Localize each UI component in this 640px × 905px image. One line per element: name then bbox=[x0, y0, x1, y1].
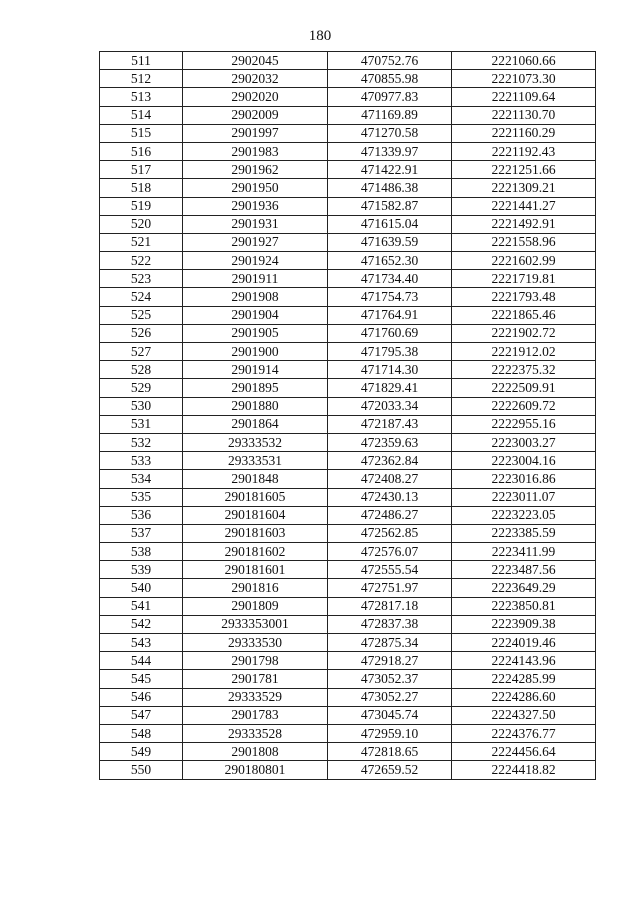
y-coordinate-cell: 2221602.99 bbox=[452, 252, 596, 270]
point-id-cell: 2901880 bbox=[183, 397, 328, 415]
x-coordinate-cell: 472837.38 bbox=[328, 615, 452, 633]
y-coordinate-cell: 2223385.59 bbox=[452, 524, 596, 542]
y-coordinate-cell: 2222509.91 bbox=[452, 379, 596, 397]
x-coordinate-cell: 471714.30 bbox=[328, 361, 452, 379]
x-coordinate-cell: 471339.97 bbox=[328, 142, 452, 160]
x-coordinate-cell: 471486.38 bbox=[328, 179, 452, 197]
x-coordinate-cell: 470855.98 bbox=[328, 70, 452, 88]
point-id-cell: 2901900 bbox=[183, 343, 328, 361]
row-number-cell: 511 bbox=[100, 52, 183, 70]
table-row bbox=[100, 306, 596, 324]
point-id-cell: 2901798 bbox=[183, 652, 328, 670]
y-coordinate-cell: 2221558.96 bbox=[452, 233, 596, 251]
table-row bbox=[100, 106, 596, 124]
row-number-cell: 518 bbox=[100, 179, 183, 197]
x-coordinate-cell: 472875.34 bbox=[328, 634, 452, 652]
point-id-cell: 29333532 bbox=[183, 433, 328, 451]
point-id-cell: 290181603 bbox=[183, 524, 328, 542]
table-row bbox=[100, 179, 596, 197]
x-coordinate-cell: 472918.27 bbox=[328, 652, 452, 670]
table-row bbox=[100, 761, 596, 779]
table-row bbox=[100, 52, 596, 70]
point-id-cell: 2901924 bbox=[183, 252, 328, 270]
point-id-cell: 2901931 bbox=[183, 215, 328, 233]
point-id-cell: 2901864 bbox=[183, 415, 328, 433]
table-row bbox=[100, 543, 596, 561]
table-row bbox=[100, 670, 596, 688]
point-id-cell: 2901914 bbox=[183, 361, 328, 379]
row-number-cell: 516 bbox=[100, 142, 183, 160]
row-number-cell: 525 bbox=[100, 306, 183, 324]
table-row bbox=[100, 379, 596, 397]
y-coordinate-cell: 2221192.43 bbox=[452, 142, 596, 160]
y-coordinate-cell: 2223003.27 bbox=[452, 433, 596, 451]
table-row bbox=[100, 597, 596, 615]
y-coordinate-cell: 2224418.82 bbox=[452, 761, 596, 779]
table-row bbox=[100, 470, 596, 488]
point-id-cell: 2901895 bbox=[183, 379, 328, 397]
row-number-cell: 512 bbox=[100, 70, 183, 88]
y-coordinate-cell: 2224285.99 bbox=[452, 670, 596, 688]
table-row bbox=[100, 524, 596, 542]
row-number-cell: 514 bbox=[100, 106, 183, 124]
point-id-cell: 2901781 bbox=[183, 670, 328, 688]
point-id-cell: 2901962 bbox=[183, 161, 328, 179]
table-row bbox=[100, 506, 596, 524]
row-number-cell: 533 bbox=[100, 452, 183, 470]
table-row bbox=[100, 288, 596, 306]
x-coordinate-cell: 470752.76 bbox=[328, 52, 452, 70]
y-coordinate-cell: 2224143.96 bbox=[452, 652, 596, 670]
row-number-cell: 526 bbox=[100, 324, 183, 342]
row-number-cell: 550 bbox=[100, 761, 183, 779]
table-row bbox=[100, 270, 596, 288]
table-row bbox=[100, 452, 596, 470]
table-row bbox=[100, 706, 596, 724]
point-id-cell: 2901936 bbox=[183, 197, 328, 215]
y-coordinate-cell: 2224286.60 bbox=[452, 688, 596, 706]
x-coordinate-cell: 472959.10 bbox=[328, 724, 452, 742]
table-row bbox=[100, 433, 596, 451]
y-coordinate-cell: 2221719.81 bbox=[452, 270, 596, 288]
x-coordinate-cell: 472359.63 bbox=[328, 433, 452, 451]
point-id-cell: 2901927 bbox=[183, 233, 328, 251]
point-id-cell: 2901983 bbox=[183, 142, 328, 160]
y-coordinate-cell: 2223909.38 bbox=[452, 615, 596, 633]
row-number-cell: 542 bbox=[100, 615, 183, 633]
row-number-cell: 531 bbox=[100, 415, 183, 433]
x-coordinate-cell: 472818.65 bbox=[328, 743, 452, 761]
x-coordinate-cell: 472362.84 bbox=[328, 452, 452, 470]
y-coordinate-cell: 2221160.29 bbox=[452, 124, 596, 142]
x-coordinate-cell: 472408.27 bbox=[328, 470, 452, 488]
table-row bbox=[100, 124, 596, 142]
x-coordinate-cell: 472033.34 bbox=[328, 397, 452, 415]
point-id-cell: 29333530 bbox=[183, 634, 328, 652]
row-number-cell: 534 bbox=[100, 470, 183, 488]
point-id-cell: 290181605 bbox=[183, 488, 328, 506]
row-number-cell: 546 bbox=[100, 688, 183, 706]
table-row bbox=[100, 343, 596, 361]
row-number-cell: 544 bbox=[100, 652, 183, 670]
point-id-cell: 29333529 bbox=[183, 688, 328, 706]
row-number-cell: 521 bbox=[100, 233, 183, 251]
table-row bbox=[100, 142, 596, 160]
y-coordinate-cell: 2222955.16 bbox=[452, 415, 596, 433]
row-number-cell: 517 bbox=[100, 161, 183, 179]
table-row bbox=[100, 161, 596, 179]
x-coordinate-cell: 471639.59 bbox=[328, 233, 452, 251]
point-id-cell: 2901816 bbox=[183, 579, 328, 597]
x-coordinate-cell: 472430.13 bbox=[328, 488, 452, 506]
x-coordinate-cell: 471582.87 bbox=[328, 197, 452, 215]
row-number-cell: 547 bbox=[100, 706, 183, 724]
x-coordinate-cell: 471422.91 bbox=[328, 161, 452, 179]
point-id-cell: 2902032 bbox=[183, 70, 328, 88]
y-coordinate-cell: 2224376.77 bbox=[452, 724, 596, 742]
row-number-cell: 523 bbox=[100, 270, 183, 288]
point-id-cell: 290181601 bbox=[183, 561, 328, 579]
point-id-cell: 2902020 bbox=[183, 88, 328, 106]
table-row bbox=[100, 652, 596, 670]
x-coordinate-cell: 472187.43 bbox=[328, 415, 452, 433]
point-id-cell: 29333531 bbox=[183, 452, 328, 470]
row-number-cell: 520 bbox=[100, 215, 183, 233]
x-coordinate-cell: 472817.18 bbox=[328, 597, 452, 615]
row-number-cell: 535 bbox=[100, 488, 183, 506]
y-coordinate-cell: 2223487.56 bbox=[452, 561, 596, 579]
point-id-cell: 2901904 bbox=[183, 306, 328, 324]
table-row bbox=[100, 615, 596, 633]
x-coordinate-cell: 473052.37 bbox=[328, 670, 452, 688]
point-id-cell: 2901950 bbox=[183, 179, 328, 197]
table-row bbox=[100, 397, 596, 415]
y-coordinate-cell: 2224019.46 bbox=[452, 634, 596, 652]
x-coordinate-cell: 470977.83 bbox=[328, 88, 452, 106]
y-coordinate-cell: 2223004.16 bbox=[452, 452, 596, 470]
x-coordinate-cell: 471270.58 bbox=[328, 124, 452, 142]
table-row bbox=[100, 215, 596, 233]
row-number-cell: 538 bbox=[100, 543, 183, 561]
point-id-cell: 29333528 bbox=[183, 724, 328, 742]
y-coordinate-cell: 2223411.99 bbox=[452, 543, 596, 561]
point-id-cell: 2933353001 bbox=[183, 615, 328, 633]
row-number-cell: 540 bbox=[100, 579, 183, 597]
x-coordinate-cell: 472555.54 bbox=[328, 561, 452, 579]
x-coordinate-cell: 473052.27 bbox=[328, 688, 452, 706]
point-id-cell: 2901783 bbox=[183, 706, 328, 724]
table-row bbox=[100, 88, 596, 106]
y-coordinate-cell: 2223223.05 bbox=[452, 506, 596, 524]
table-row bbox=[100, 197, 596, 215]
x-coordinate-cell: 471734.40 bbox=[328, 270, 452, 288]
point-id-cell: 290181604 bbox=[183, 506, 328, 524]
table-row bbox=[100, 561, 596, 579]
table-row bbox=[100, 324, 596, 342]
table-row bbox=[100, 252, 596, 270]
coordinate-table bbox=[99, 51, 596, 780]
row-number-cell: 532 bbox=[100, 433, 183, 451]
point-id-cell: 2901905 bbox=[183, 324, 328, 342]
y-coordinate-cell: 2221912.02 bbox=[452, 343, 596, 361]
row-number-cell: 549 bbox=[100, 743, 183, 761]
row-number-cell: 530 bbox=[100, 397, 183, 415]
row-number-cell: 545 bbox=[100, 670, 183, 688]
x-coordinate-cell: 471754.73 bbox=[328, 288, 452, 306]
row-number-cell: 539 bbox=[100, 561, 183, 579]
point-id-cell: 2902045 bbox=[183, 52, 328, 70]
table-row bbox=[100, 233, 596, 251]
table-row bbox=[100, 688, 596, 706]
point-id-cell: 2901808 bbox=[183, 743, 328, 761]
y-coordinate-cell: 2224327.50 bbox=[452, 706, 596, 724]
y-coordinate-cell: 2223016.86 bbox=[452, 470, 596, 488]
point-id-cell: 2901997 bbox=[183, 124, 328, 142]
table-row bbox=[100, 488, 596, 506]
row-number-cell: 524 bbox=[100, 288, 183, 306]
x-coordinate-cell: 471652.30 bbox=[328, 252, 452, 270]
y-coordinate-cell: 2221793.48 bbox=[452, 288, 596, 306]
point-id-cell: 2902009 bbox=[183, 106, 328, 124]
point-id-cell: 2901809 bbox=[183, 597, 328, 615]
row-number-cell: 529 bbox=[100, 379, 183, 397]
row-number-cell: 537 bbox=[100, 524, 183, 542]
x-coordinate-cell: 472659.52 bbox=[328, 761, 452, 779]
row-number-cell: 543 bbox=[100, 634, 183, 652]
x-coordinate-cell: 471829.41 bbox=[328, 379, 452, 397]
row-number-cell: 513 bbox=[100, 88, 183, 106]
point-id-cell: 290180801 bbox=[183, 761, 328, 779]
y-coordinate-cell: 2221060.66 bbox=[452, 52, 596, 70]
y-coordinate-cell: 2221309.21 bbox=[452, 179, 596, 197]
y-coordinate-cell: 2223011.07 bbox=[452, 488, 596, 506]
x-coordinate-cell: 471764.91 bbox=[328, 306, 452, 324]
x-coordinate-cell: 471169.89 bbox=[328, 106, 452, 124]
x-coordinate-cell: 472486.27 bbox=[328, 506, 452, 524]
coordinate-table-body bbox=[100, 52, 596, 780]
y-coordinate-cell: 2221865.46 bbox=[452, 306, 596, 324]
table-row bbox=[100, 415, 596, 433]
table-row bbox=[100, 579, 596, 597]
x-coordinate-cell: 472562.85 bbox=[328, 524, 452, 542]
y-coordinate-cell: 2222375.32 bbox=[452, 361, 596, 379]
y-coordinate-cell: 2223850.81 bbox=[452, 597, 596, 615]
y-coordinate-cell: 2221073.30 bbox=[452, 70, 596, 88]
x-coordinate-cell: 471760.69 bbox=[328, 324, 452, 342]
table-row bbox=[100, 743, 596, 761]
y-coordinate-cell: 2221109.64 bbox=[452, 88, 596, 106]
point-id-cell: 2901911 bbox=[183, 270, 328, 288]
table-row bbox=[100, 70, 596, 88]
y-coordinate-cell: 2221902.72 bbox=[452, 324, 596, 342]
row-number-cell: 548 bbox=[100, 724, 183, 742]
y-coordinate-cell: 2224456.64 bbox=[452, 743, 596, 761]
x-coordinate-cell: 472751.97 bbox=[328, 579, 452, 597]
point-id-cell: 2901908 bbox=[183, 288, 328, 306]
page-number: 180 bbox=[308, 28, 332, 44]
x-coordinate-cell: 471615.04 bbox=[328, 215, 452, 233]
y-coordinate-cell: 2221130.70 bbox=[452, 106, 596, 124]
y-coordinate-cell: 2221441.27 bbox=[452, 197, 596, 215]
table-row bbox=[100, 361, 596, 379]
table-row bbox=[100, 634, 596, 652]
y-coordinate-cell: 2221492.91 bbox=[452, 215, 596, 233]
y-coordinate-cell: 2223649.29 bbox=[452, 579, 596, 597]
row-number-cell: 522 bbox=[100, 252, 183, 270]
row-number-cell: 541 bbox=[100, 597, 183, 615]
row-number-cell: 528 bbox=[100, 361, 183, 379]
row-number-cell: 527 bbox=[100, 343, 183, 361]
y-coordinate-cell: 2221251.66 bbox=[452, 161, 596, 179]
row-number-cell: 515 bbox=[100, 124, 183, 142]
x-coordinate-cell: 472576.07 bbox=[328, 543, 452, 561]
point-id-cell: 290181602 bbox=[183, 543, 328, 561]
y-coordinate-cell: 2222609.72 bbox=[452, 397, 596, 415]
table-row bbox=[100, 724, 596, 742]
x-coordinate-cell: 471795.38 bbox=[328, 343, 452, 361]
point-id-cell: 2901848 bbox=[183, 470, 328, 488]
row-number-cell: 536 bbox=[100, 506, 183, 524]
row-number-cell: 519 bbox=[100, 197, 183, 215]
x-coordinate-cell: 473045.74 bbox=[328, 706, 452, 724]
